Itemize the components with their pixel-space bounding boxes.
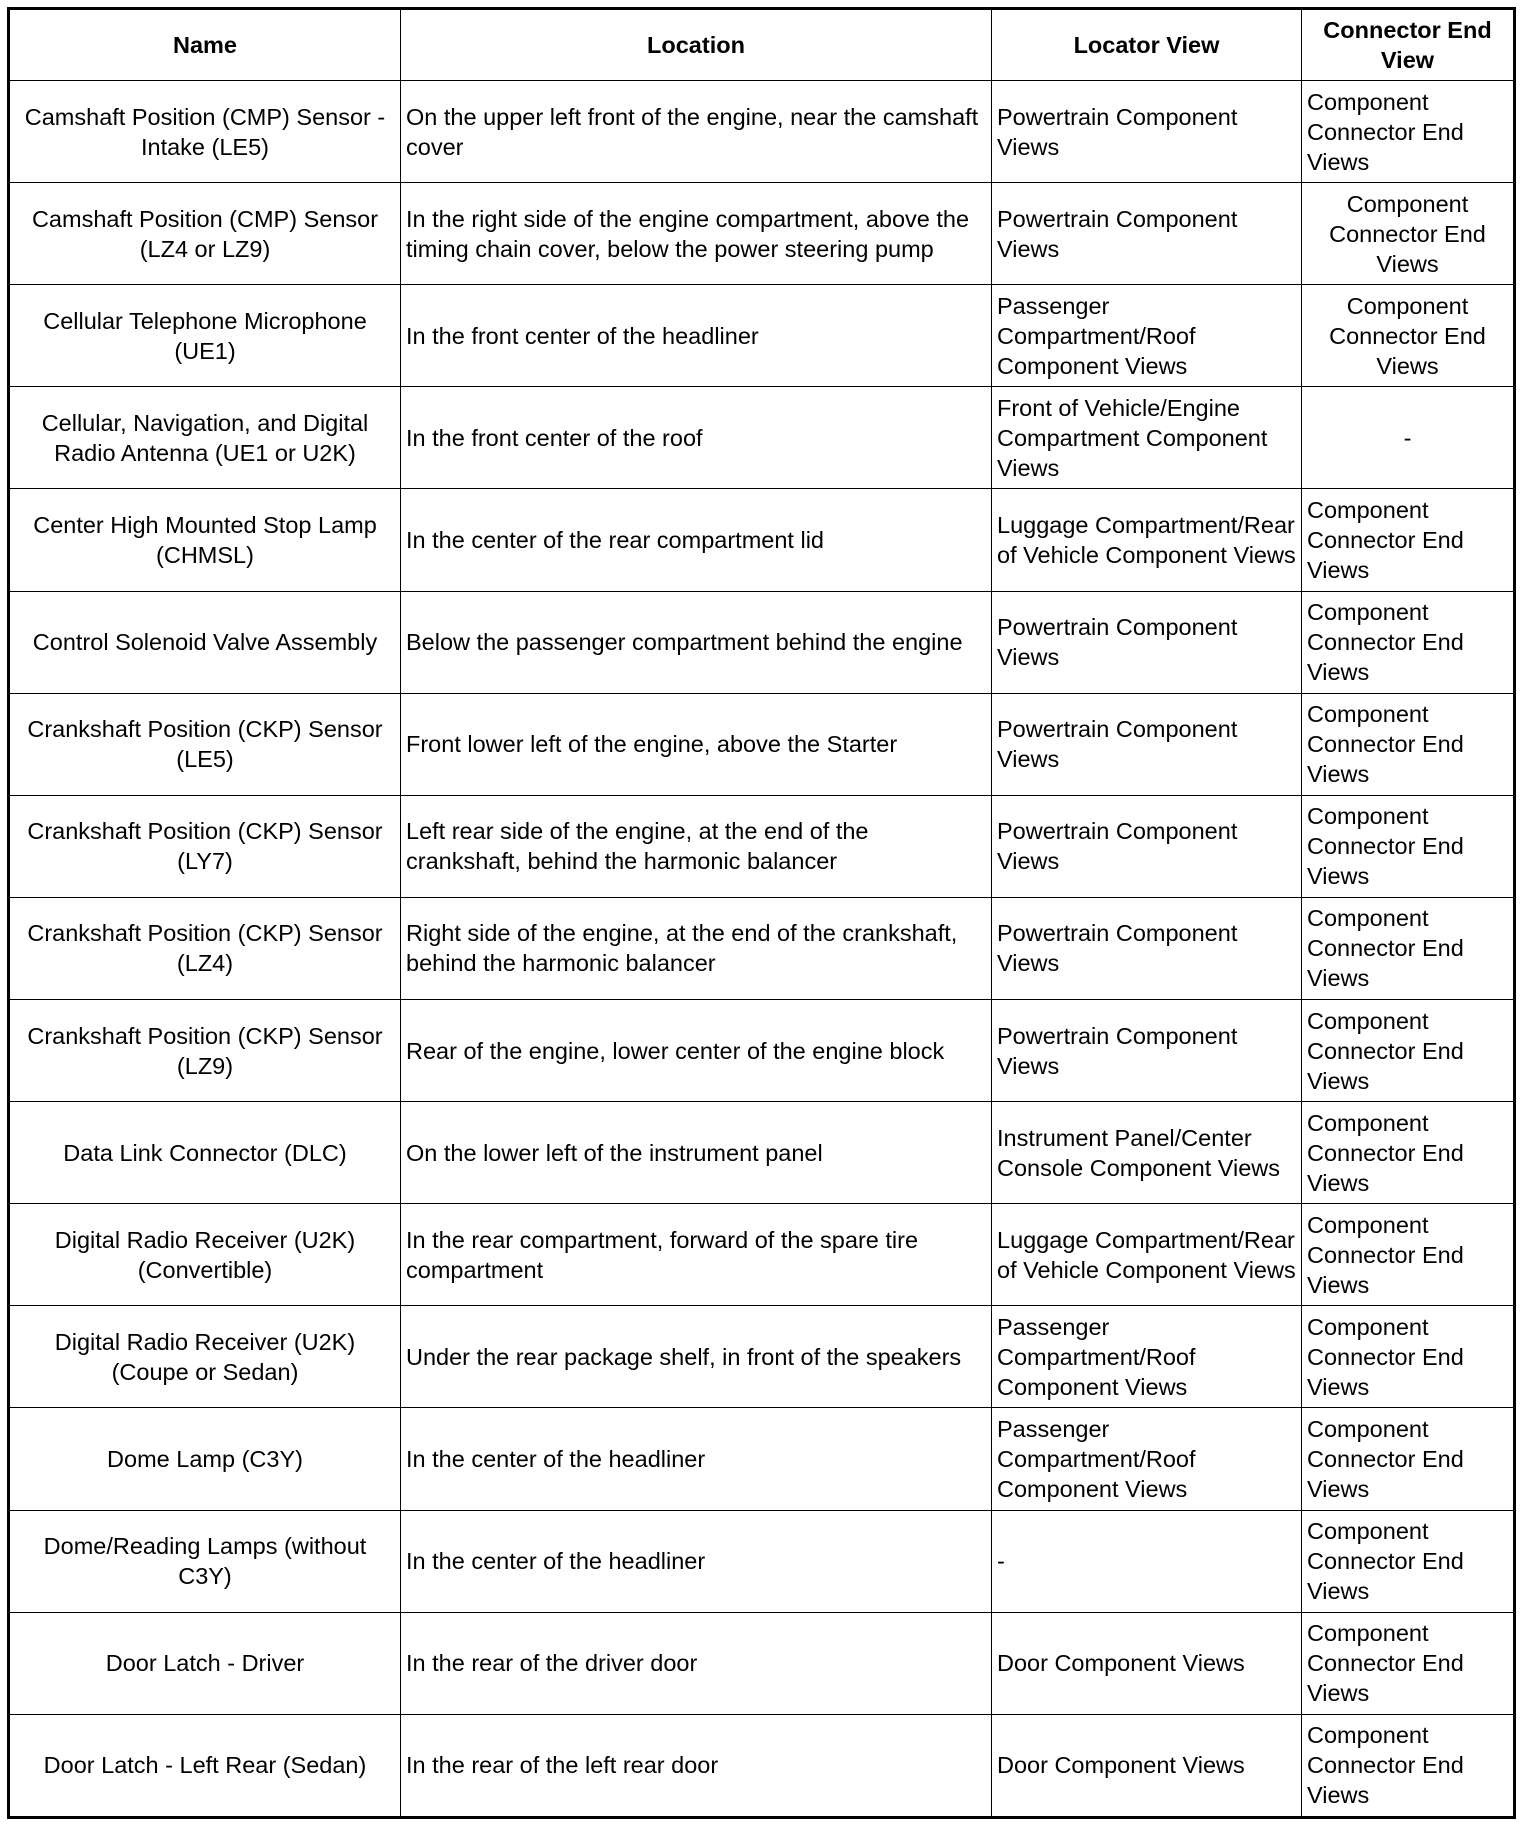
cell-name: Cellular Telephone Microphone (UE1) <box>9 285 401 387</box>
table-row <box>9 183 1515 285</box>
cell-connector-end-view: Component Connector End Views <box>1302 897 1515 999</box>
cell-connector-end-view: Component Connector End Views <box>1302 489 1515 591</box>
header-row <box>9 9 1515 81</box>
cell-location: In the center of the rear compartment lid <box>401 489 992 591</box>
cell-location: In the front center of the headliner <box>401 285 992 387</box>
cell-locator-view: Door Component Views <box>992 1612 1302 1714</box>
cell-locator-view: Luggage Compartment/Rear of Vehicle Component Views <box>992 489 1302 591</box>
table-row <box>9 1510 1515 1612</box>
table-row <box>9 1408 1515 1510</box>
table-row <box>9 591 1515 693</box>
cell-name: Camshaft Position (CMP) Sensor (LZ4 or LZ9) <box>9 183 401 285</box>
component-locator-table <box>7 7 1516 1819</box>
cell-location: Front lower left of the engine, above the Starter <box>401 693 992 795</box>
cell-locator-view: - <box>992 1510 1302 1612</box>
cell-location: In the rear of the driver door <box>401 1612 992 1714</box>
header-connector-end-view: Connector End View <box>1302 9 1515 81</box>
cell-location: In the rear of the left rear door <box>401 1714 992 1817</box>
cell-name: Digital Radio Receiver (U2K) (Convertible) <box>9 1204 401 1306</box>
cell-locator-view: Powertrain Component Views <box>992 795 1302 897</box>
header-location: Location <box>401 9 992 81</box>
cell-location: In the center of the headliner <box>401 1510 992 1612</box>
table-row <box>9 693 1515 795</box>
cell-locator-view: Powertrain Component Views <box>992 693 1302 795</box>
table-row <box>9 1714 1515 1817</box>
cell-locator-view: Passenger Compartment/Roof Component Views <box>992 1408 1302 1510</box>
table-row <box>9 795 1515 897</box>
cell-locator-view: Powertrain Component Views <box>992 897 1302 999</box>
table-row <box>9 1612 1515 1714</box>
table-row <box>9 1204 1515 1306</box>
cell-name: Camshaft Position (CMP) Sensor - Intake (LE5) <box>9 81 401 183</box>
table-row <box>9 387 1515 489</box>
cell-connector-end-view: Component Connector End Views <box>1302 591 1515 693</box>
table-row <box>9 1102 1515 1204</box>
cell-locator-view: Instrument Panel/Center Console Component Views <box>992 1102 1302 1204</box>
cell-name: Door Latch - Driver <box>9 1612 401 1714</box>
cell-locator-view: Powertrain Component Views <box>992 591 1302 693</box>
cell-locator-view: Front of Vehicle/Engine Compartment Component Views <box>992 387 1302 489</box>
cell-locator-view: Powertrain Component Views <box>992 999 1302 1101</box>
cell-locator-view: Door Component Views <box>992 1714 1302 1817</box>
cell-name: Data Link Connector (DLC) <box>9 1102 401 1204</box>
cell-name: Dome/Reading Lamps (without C3Y) <box>9 1510 401 1612</box>
cell-connector-end-view: Component Connector End Views <box>1302 183 1515 285</box>
cell-location: Left rear side of the engine, at the end of the crankshaft, behind the harmonic balancer <box>401 795 992 897</box>
cell-location: Right side of the engine, at the end of the crankshaft, behind the harmonic balancer <box>401 897 992 999</box>
cell-name: Control Solenoid Valve Assembly <box>9 591 401 693</box>
cell-location: In the right side of the engine compartment, above the timing chain cover, below the power steering pump <box>401 183 992 285</box>
table-row <box>9 489 1515 591</box>
cell-name: Digital Radio Receiver (U2K) (Coupe or Sedan) <box>9 1306 401 1408</box>
cell-name: Crankshaft Position (CKP) Sensor (LZ9) <box>9 999 401 1101</box>
cell-name: Crankshaft Position (CKP) Sensor (LY7) <box>9 795 401 897</box>
cell-locator-view: Powertrain Component Views <box>992 183 1302 285</box>
cell-connector-end-view: Component Connector End Views <box>1302 1306 1515 1408</box>
cell-name: Crankshaft Position (CKP) Sensor (LE5) <box>9 693 401 795</box>
cell-location: Under the rear package shelf, in front of the speakers <box>401 1306 992 1408</box>
cell-connector-end-view: Component Connector End Views <box>1302 999 1515 1101</box>
cell-connector-end-view: - <box>1302 387 1515 489</box>
cell-locator-view: Passenger Compartment/Roof Component Views <box>992 1306 1302 1408</box>
header-locator-view: Locator View <box>992 9 1302 81</box>
header-name: Name <box>9 9 401 81</box>
cell-name: Crankshaft Position (CKP) Sensor (LZ4) <box>9 897 401 999</box>
cell-location: In the rear compartment, forward of the spare tire compartment <box>401 1204 992 1306</box>
cell-location: On the upper left front of the engine, near the camshaft cover <box>401 81 992 183</box>
cell-connector-end-view: Component Connector End Views <box>1302 693 1515 795</box>
cell-locator-view: Passenger Compartment/Roof Component Views <box>992 285 1302 387</box>
cell-locator-view: Luggage Compartment/Rear of Vehicle Component Views <box>992 1204 1302 1306</box>
cell-location: Rear of the engine, lower center of the engine block <box>401 999 992 1101</box>
cell-connector-end-view: Component Connector End Views <box>1302 1612 1515 1714</box>
cell-connector-end-view: Component Connector End Views <box>1302 1510 1515 1612</box>
cell-location: Below the passenger compartment behind the engine <box>401 591 992 693</box>
cell-connector-end-view: Component Connector End Views <box>1302 1204 1515 1306</box>
cell-connector-end-view: Component Connector End Views <box>1302 1408 1515 1510</box>
table-row <box>9 897 1515 999</box>
table-row <box>9 999 1515 1101</box>
cell-name: Center High Mounted Stop Lamp (CHMSL) <box>9 489 401 591</box>
cell-connector-end-view: Component Connector End Views <box>1302 1102 1515 1204</box>
cell-location: In the center of the headliner <box>401 1408 992 1510</box>
table-row <box>9 285 1515 387</box>
cell-connector-end-view: Component Connector End Views <box>1302 795 1515 897</box>
cell-connector-end-view: Component Connector End Views <box>1302 81 1515 183</box>
cell-name: Cellular, Navigation, and Digital Radio Antenna (UE1 or U2K) <box>9 387 401 489</box>
cell-connector-end-view: Component Connector End Views <box>1302 1714 1515 1817</box>
cell-locator-view: Powertrain Component Views <box>992 81 1302 183</box>
table-row <box>9 1306 1515 1408</box>
cell-location: In the front center of the roof <box>401 387 992 489</box>
cell-connector-end-view: Component Connector End Views <box>1302 285 1515 387</box>
cell-location: On the lower left of the instrument panel <box>401 1102 992 1204</box>
table-row <box>9 81 1515 183</box>
cell-name: Door Latch - Left Rear (Sedan) <box>9 1714 401 1817</box>
cell-name: Dome Lamp (C3Y) <box>9 1408 401 1510</box>
